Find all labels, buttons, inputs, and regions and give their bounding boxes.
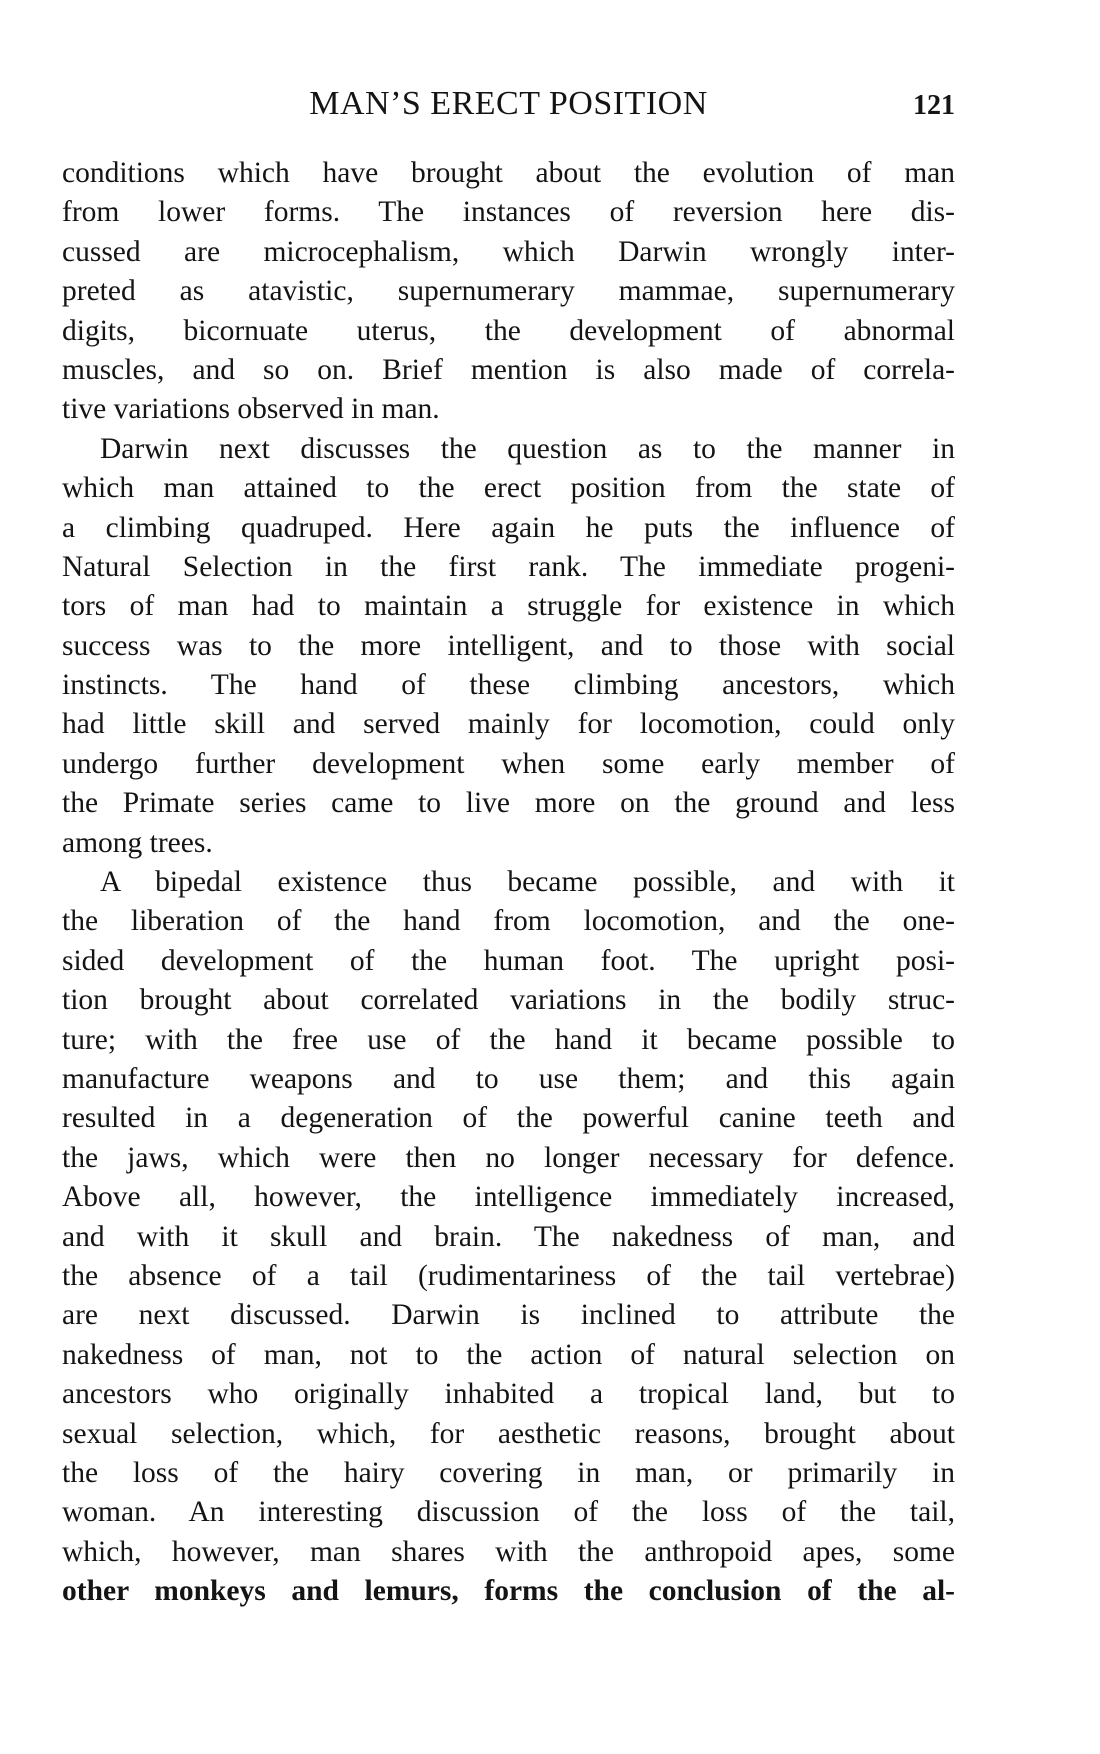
text-line: from lower forms. The instances of reversion here dis- [62, 196, 955, 229]
text-line: the liberation of the hand from locomotion, and the one- [62, 905, 955, 938]
text-line: ture; with the free use of the hand it became possible to [62, 1023, 955, 1056]
text-line: other monkeys and lemurs, forms the conclusion of the al- [62, 1575, 955, 1608]
text-line: resulted in a degeneration of the powerful canine teeth and [62, 1102, 955, 1135]
text-line: digits, bicornuate uterus, the development of abnormal [62, 314, 955, 347]
text-line: success was to the more intelligent, and to those with social [62, 629, 955, 662]
running-title: MAN’S ERECT POSITION [309, 85, 708, 122]
text-line: the loss of the hairy covering in man, or primarily in [62, 1456, 955, 1489]
text-line: sided development of the human foot. The upright posi- [62, 944, 955, 977]
text-line: are next discussed. Darwin is inclined to attribute the [62, 1299, 955, 1332]
text-line: the Primate series came to live more on the ground and less [62, 787, 955, 820]
paragraph [62, 863, 955, 1611]
text-line: woman. An interesting discussion of the loss of the tail, [62, 1496, 955, 1529]
text-line: manufacture weapons and to use them; and this again [62, 1062, 955, 1095]
text-line: which man attained to the erect position from the state of [62, 472, 955, 505]
text-line: and with it skull and brain. The nakedness of man, and [62, 1220, 955, 1253]
text-line: cussed are microcephalism, which Darwin wrongly inter- [62, 235, 955, 268]
text-line: nakedness of man, not to the action of natural selection on [62, 1338, 955, 1371]
text-line: preted as atavistic, supernumerary mammae, supernumerary [62, 275, 955, 308]
text-line: instincts. The hand of these climbing ancestors, which [62, 669, 955, 702]
running-header [62, 80, 955, 128]
text-line: ancestors who originally inhabited a tropical land, but to [62, 1378, 955, 1411]
text-line: the jaws, which were then no longer necessary for defence. [62, 1141, 955, 1174]
body-text [62, 154, 955, 1611]
text-line: the absence of a tail (rudimentariness of the tail vertebrae) [62, 1259, 955, 1292]
paragraph [62, 430, 955, 863]
paragraph [62, 154, 955, 430]
text-line: A bipedal existence thus became possible, and with it [100, 866, 955, 899]
text-line: Darwin next discusses the question as to the manner in [100, 432, 955, 465]
text-line: Above all, however, the intelligence immediately increased, [62, 1181, 955, 1214]
text-line: among trees. [62, 826, 213, 859]
text-line: a climbing quadruped. Here again he puts the influence of [62, 511, 955, 544]
text-line: tors of man had to maintain a struggle for existence in which [62, 590, 955, 623]
text-line: which, however, man shares with the anthropoid apes, some [62, 1535, 955, 1568]
text-line: had little skill and served mainly for locomotion, could only [62, 708, 955, 741]
text-line: muscles, and so on. Brief mention is also made of correla- [62, 353, 955, 386]
text-line: tion brought about correlated variations in the bodily struc- [62, 984, 955, 1017]
text-line: tive variations observed in man. [62, 393, 440, 426]
text-line: sexual selection, which, for aesthetic reasons, brought about [62, 1417, 955, 1450]
text-line: conditions which have brought about the evolution of man [62, 157, 955, 189]
text-line: undergo further development when some early member of [62, 747, 955, 780]
page-number: 121 [913, 90, 955, 121]
text-line: Natural Selection in the first rank. The immediate progeni- [62, 550, 955, 583]
